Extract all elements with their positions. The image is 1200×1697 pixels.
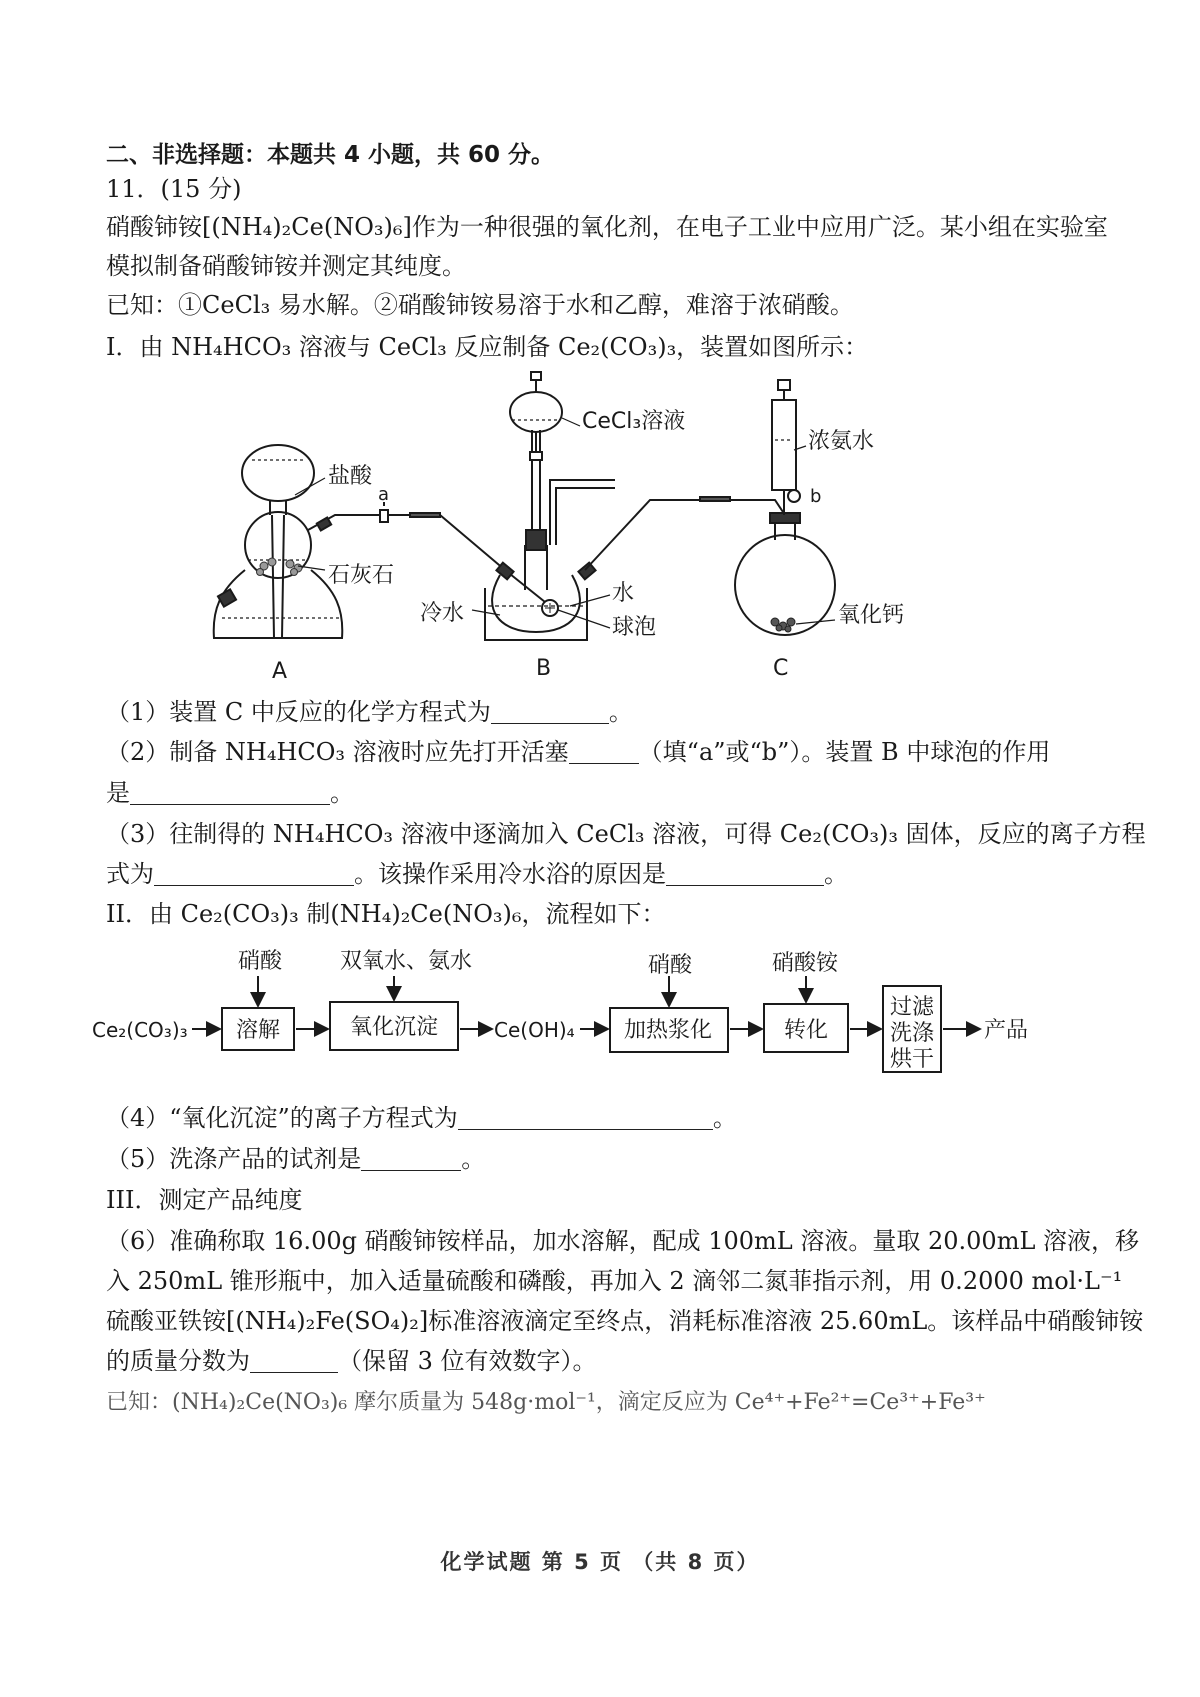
part1-title: I．由 NH₄HCO₃ 溶液与 CeCl₃ 反应制备 Ce₂(CO₃)₃，装置如图所示： bbox=[106, 333, 869, 361]
answer-blank-2a[interactable] bbox=[569, 739, 639, 764]
question-6-line-1: （6）准确称取 16.00g 硝酸铈铵样品，加水溶解，配成 100mL 溶液。量取 20.00mL 溶液，移 bbox=[106, 1227, 1140, 1255]
flow-reagent-1: 硝酸 bbox=[238, 949, 283, 974]
label-device-B: B bbox=[536, 656, 552, 681]
flow-step-5-line-3: 烘干 bbox=[890, 1047, 935, 1072]
label-water: 水 bbox=[612, 581, 635, 606]
flow-intermediate: Ce(OH)₄ bbox=[494, 1018, 575, 1042]
label-hcl: 盐酸 bbox=[328, 464, 373, 489]
question-1: （1）装置 C 中反应的化学方程式为 。 bbox=[106, 698, 633, 726]
question-6-note: 已知：(NH₄)₂Ce(NO₃)₆ 摩尔质量为 548g·mol⁻¹，滴定反应为 Ce⁴⁺+Fe²⁺=Ce³⁺+Fe³⁺ bbox=[106, 1390, 986, 1415]
answer-blank-2b[interactable] bbox=[130, 780, 330, 805]
label-valve-a: a bbox=[378, 484, 390, 505]
flow-start: Ce₂(CO₃)₃ bbox=[92, 1018, 188, 1042]
intro-line-2: 模拟制备硝酸铈铵并测定其纯度。 bbox=[106, 252, 466, 280]
flow-reagent-4: 硝酸铵 bbox=[772, 951, 839, 976]
apparatus-diagram bbox=[200, 370, 960, 690]
label-device-A: A bbox=[272, 659, 288, 684]
process-flowchart bbox=[90, 940, 1050, 1080]
section-title: 二、非选择题：本题共 4 小题，共 60 分。 bbox=[106, 142, 555, 168]
intro-line-1: 硝酸铈铵[(NH₄)₂Ce(NO₃)₆]作为一种很强的氧化剂，在电子工业中应用广泛。某小组在实验室 bbox=[106, 213, 1108, 241]
known-conditions: 已知：①CeCl₃ 易水解。②硝酸铈铵易溶于水和乙醇，难溶于浓硝酸。 bbox=[106, 291, 854, 319]
flow-step-1: 溶解 bbox=[236, 1018, 281, 1043]
flow-step-5-line-2: 洗涤 bbox=[890, 1021, 935, 1046]
question-6-line-4: 的质量分数为 （保留 3 位有效数字）。 bbox=[106, 1347, 597, 1375]
flow-reagent-3: 硝酸 bbox=[648, 953, 693, 978]
question-6-line-3: 硫酸亚铁铵[(NH₄)₂Fe(SO₄)₂]标准溶液滴定至终点，消耗标准溶液 25.60mL。该样品中硝酸铈铵 bbox=[106, 1307, 1144, 1335]
round-flask-C bbox=[735, 380, 835, 635]
question-6-line-2: 入 250mL 锥形瓶中，加入适量硫酸和磷酸，再加入 2 滴邻二氮菲指示剂，用 0.2000 mol·L⁻¹ bbox=[106, 1267, 1123, 1295]
question-4: （4）“氧化沉淀”的离子方程式为 。 bbox=[106, 1104, 737, 1132]
question-2-line-2: 是 。 bbox=[106, 779, 354, 807]
question-3-line-2: 式为 。该操作采用冷水浴的原因是 。 bbox=[106, 860, 848, 888]
answer-blank-3a[interactable] bbox=[154, 861, 354, 886]
question-5: （5）洗涤产品的试剂是 。 bbox=[106, 1145, 486, 1173]
flow-step-5-line-1: 过滤 bbox=[890, 995, 935, 1020]
part3-title: III．测定产品纯度 bbox=[106, 1186, 303, 1214]
answer-blank-6[interactable] bbox=[250, 1348, 338, 1373]
flow-step-2: 氧化沉淀 bbox=[350, 1015, 439, 1040]
label-cold-water: 冷水 bbox=[420, 601, 465, 626]
answer-blank-1[interactable] bbox=[491, 699, 609, 724]
label-bulb: 球泡 bbox=[612, 615, 657, 640]
label-limestone: 石灰石 bbox=[328, 563, 395, 588]
answer-blank-5[interactable] bbox=[361, 1146, 461, 1171]
answer-blank-4[interactable] bbox=[458, 1105, 713, 1130]
label-conc-ammonia: 浓氨水 bbox=[808, 429, 875, 454]
flow-step-3: 加热浆化 bbox=[624, 1018, 713, 1043]
question-2-line-1: （2）制备 NH₄HCO₃ 溶液时应先打开活塞 （填“a”或“b”）。装置 B 中球泡的作用 bbox=[106, 738, 1051, 766]
question-3-line-1: （3）往制得的 NH₄HCO₃ 溶液中逐滴加入 CeCl₃ 溶液，可得 Ce₂(CO₃)₃ 固体，反应的离子方程 bbox=[106, 820, 1146, 848]
label-cao: 氧化钙 bbox=[838, 603, 905, 628]
page-footer: 化学试题 第 5 页 （共 8 页） bbox=[440, 1550, 760, 1574]
label-valve-b: b bbox=[810, 486, 822, 507]
flow-reagent-2: 双氧水、氨水 bbox=[340, 949, 473, 974]
flow-step-4: 转化 bbox=[784, 1018, 829, 1043]
question-number: 11．(15 分) bbox=[106, 175, 242, 203]
label-device-C: C bbox=[773, 656, 789, 681]
part2-title: II．由 Ce₂(CO₃)₃ 制(NH₄)₂Ce(NO₃)₆，流程如下： bbox=[106, 900, 666, 928]
answer-blank-3b[interactable] bbox=[666, 861, 824, 886]
label-cecl3-solution: CeCl₃溶液 bbox=[582, 409, 686, 434]
flow-end: 产品 bbox=[984, 1018, 1029, 1043]
